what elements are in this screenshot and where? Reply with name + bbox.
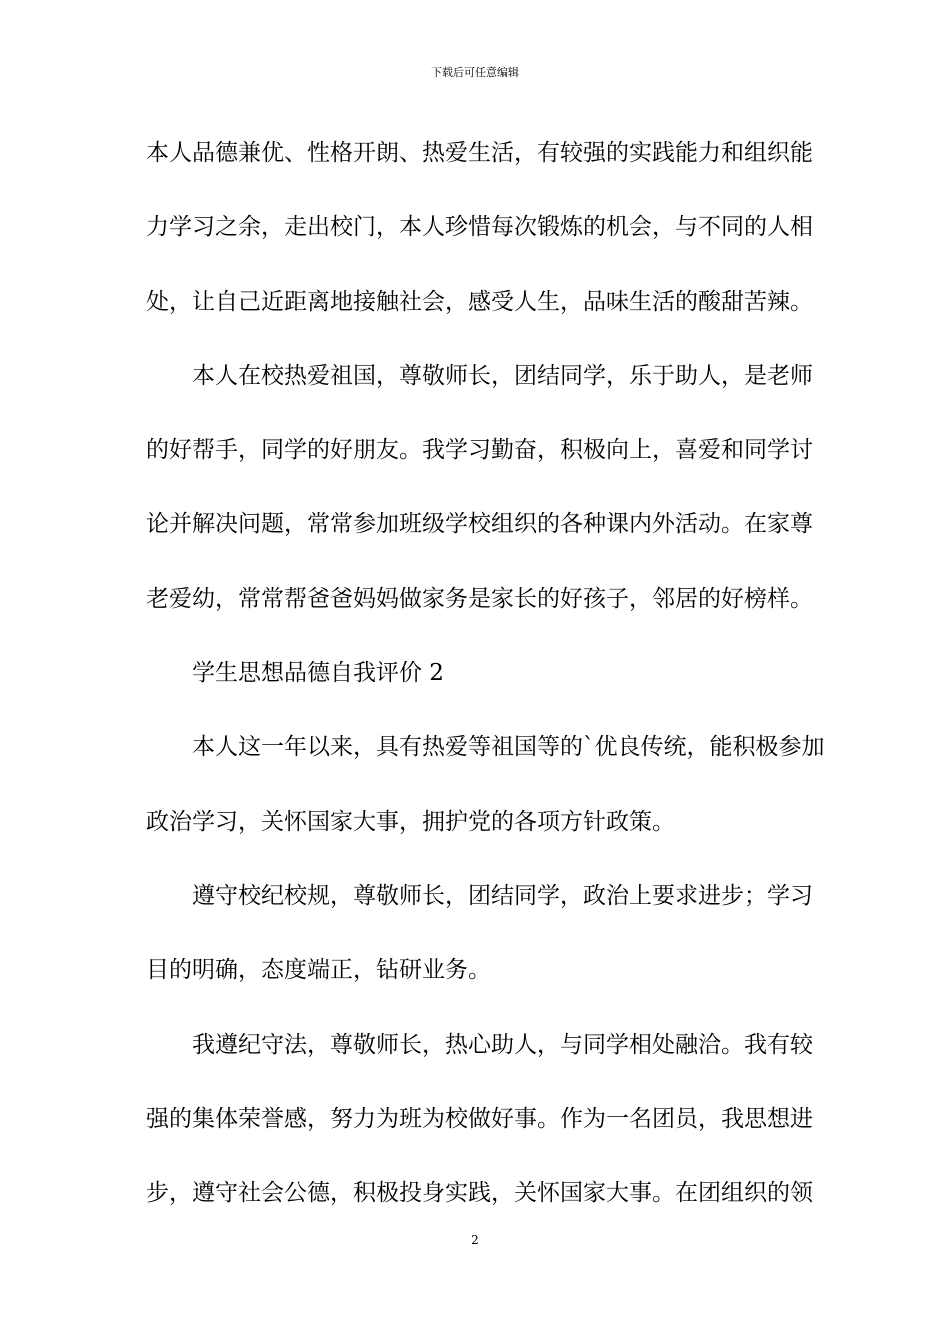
page-number: 2 (471, 1233, 479, 1247)
text-line: 的好帮手，同学的好朋友。我学习勤奋，积极向上，喜爱和同学讨 (146, 437, 813, 464)
text-line: 论并解决问题，常常参加班级学校组织的各种课内外活动。在家尊 (146, 511, 813, 538)
section-heading: 学生思想品德自我评价 2 (192, 660, 444, 687)
page-header: 下载后可任意编辑 (431, 66, 519, 79)
text-line: 处，让自己近距离地接触社会，感受人生，品味生活的酸甜苦辣。 (146, 288, 813, 315)
text-line: 老爱幼，常常帮爸爸妈妈做家务是家长的好孩子，邻居的好榜样。 (146, 585, 813, 612)
text-line: 本人在校热爱祖国，尊敬师长，团结同学，乐于助人，是老师 (192, 362, 813, 389)
text-line: 强的集体荣誉感，努力为班为校做好事。作为一名团员，我思想进 (146, 1105, 813, 1132)
text-line: 目的明确，态度端正，钻研业务。 (146, 957, 491, 984)
text-line: 力学习之余，走出校门，本人珍惜每次锻炼的机会，与不同的人相 (146, 214, 813, 241)
text-line: 步，遵守社会公德，积极投身实践，关怀国家大事。在团组织的领 (146, 1180, 813, 1207)
text-line: 遵守校纪校规，尊敬师长，团结同学，政治上要求进步；学习 (192, 882, 813, 909)
text-line: 本人这一年以来，具有热爱等祖国等的`优良传统，能积极参加 (192, 734, 825, 761)
text-line: 政治学习，关怀国家大事，拥护党的各项方针政策。 (146, 808, 675, 835)
document-body (146, 129, 825, 1243)
text-line: 本人品德兼优、性格开朗、热爱生活，有较强的实践能力和组织能 (146, 140, 813, 166)
text-line: 我遵纪守法，尊敬师长，热心助人，与同学相处融洽。我有较 (192, 1031, 813, 1058)
